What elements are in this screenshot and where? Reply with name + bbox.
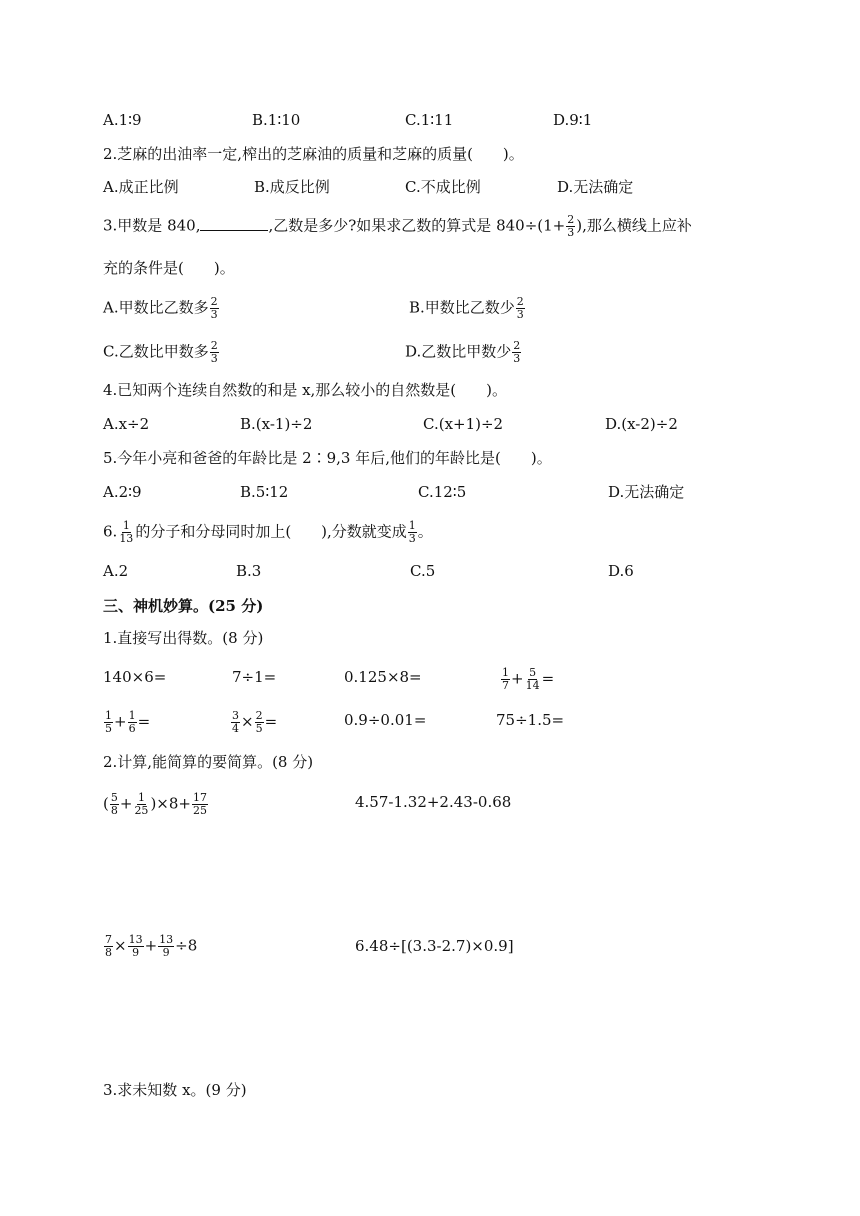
calc-item: $\frac{1}{5}$ + $\frac{1}{6}$ = bbox=[105, 709, 151, 735]
q6-option-d: D.6 bbox=[608, 562, 634, 580]
q6-option-b: B.3 bbox=[236, 562, 262, 580]
part3-title: 3.求未知数 x。(9 分) bbox=[103, 1081, 247, 1099]
q6-option-c: C.5 bbox=[410, 562, 436, 580]
q2-option-c: C.不成比例 bbox=[405, 178, 481, 196]
q1-option-a: A.1∶9 bbox=[103, 111, 142, 129]
q4-stem: 4.已知两个连续自然数的和是 x,那么较小的自然数是( )。 bbox=[103, 381, 508, 399]
calc-item: 140×6= bbox=[103, 668, 167, 686]
fraction: $\frac{5}{8}$ bbox=[110, 791, 118, 817]
q5-option-b: B.5∶12 bbox=[240, 483, 289, 501]
q2-option-b: B.成反比例 bbox=[254, 178, 330, 196]
fraction: $\frac{1}{6}$ bbox=[128, 709, 136, 735]
fraction: $\frac{2}{3}$ bbox=[516, 295, 524, 321]
q3-stem-c: ),那么横线上应补 bbox=[576, 216, 692, 235]
expression-4: 6.48÷[(3.3-2.7)×0.9] bbox=[355, 937, 514, 955]
q3-option-c: C.乙数比甲数多 $\frac{2}{3}$ bbox=[103, 339, 218, 365]
fraction: $\frac{1}{3}$ bbox=[408, 519, 416, 545]
calc-item: 0.9÷0.01= bbox=[344, 711, 427, 729]
fraction: $\frac{1}{5}$ bbox=[105, 709, 112, 735]
fraction: $\frac{5}{14}$ bbox=[525, 666, 540, 692]
q3-stem-a: 3.甲数是 840, bbox=[103, 216, 201, 235]
fraction: $\frac{2}{3}$ bbox=[567, 213, 575, 239]
q3-option-d: D.乙数比甲数少 $\frac{2}{3}$ bbox=[405, 339, 521, 365]
part2-title: 2.计算,能简算的要简算。(8 分) bbox=[103, 753, 314, 771]
q5-option-c: C.12∶5 bbox=[418, 483, 467, 501]
q2-option-d: D.无法确定 bbox=[557, 178, 634, 196]
fraction: $\frac{1}{7}$ bbox=[502, 666, 509, 692]
part1-title: 1.直接写出得数。(8 分) bbox=[103, 629, 264, 647]
fraction: $\frac{17}{25}$ bbox=[192, 791, 207, 817]
q3-stem-line2: 充的条件是( )。 bbox=[103, 259, 235, 277]
fraction: $\frac{2}{5}$ bbox=[255, 709, 263, 735]
fraction: $\frac{2}{3}$ bbox=[513, 339, 521, 365]
fraction: $\frac{1}{25}$ bbox=[134, 791, 149, 817]
q5-stem: 5.今年小亮和爸爸的年龄比是 2∶9,3 年后,他们的年龄比是( )。 bbox=[103, 449, 552, 467]
calc-item: 75÷1.5= bbox=[496, 711, 565, 729]
q2-stem: 2.芝麻的出油率一定,榨出的芝麻油的质量和芝麻的质量( )。 bbox=[103, 145, 524, 163]
q4-option-d: D.(x-2)÷2 bbox=[605, 415, 678, 433]
expression-1: ( $\frac{5}{8}$ + $\frac{1}{25}$ )×8+ $\frac{17}{25}$ bbox=[103, 791, 207, 817]
q4-option-c: C.(x+1)÷2 bbox=[423, 415, 504, 433]
section-heading: 三、神机妙算。(25 分) bbox=[103, 597, 264, 615]
q3-option-a: A.甲数比乙数多 $\frac{2}{3}$ bbox=[103, 295, 218, 321]
fraction: $\frac{2}{3}$ bbox=[210, 295, 218, 321]
q3-stem bbox=[103, 214, 692, 239]
q1-option-d: D.9∶1 bbox=[553, 111, 593, 129]
fraction: $\frac{1}{13}$ bbox=[119, 519, 134, 545]
fraction: $\frac{13}{9}$ bbox=[128, 933, 143, 959]
fraction: $\frac{7}{8}$ bbox=[105, 933, 112, 959]
fraction: $\frac{13}{9}$ bbox=[159, 933, 174, 959]
q5-option-a: A.2∶9 bbox=[103, 483, 142, 501]
calc-item: $\frac{3}{4}$ × $\frac{2}{5}$ = bbox=[232, 709, 278, 735]
expression-2: 4.57-1.32+2.43-0.68 bbox=[355, 793, 512, 811]
fraction: $\frac{3}{4}$ bbox=[232, 709, 239, 735]
calc-item: 7÷1= bbox=[232, 668, 277, 686]
q6-stem: 6. $\frac{1}{13}$ 的分子和分母同时加上( ),分数就变成 $\frac{1}{3}$ 。 bbox=[103, 519, 433, 545]
q3-stem-b: ,乙数是多少?如果求乙数的算式是 840÷(1+ bbox=[268, 216, 566, 235]
fraction: $\frac{2}{3}$ bbox=[210, 339, 218, 365]
q5-option-d: D.无法确定 bbox=[608, 483, 685, 501]
calc-item: $\frac{1}{7}$ + $\frac{5}{14}$ = bbox=[502, 666, 555, 692]
q2-option-a: A.成正比例 bbox=[103, 178, 179, 196]
q6-option-a: A.2 bbox=[103, 562, 129, 580]
q1-option-c: C.1∶11 bbox=[405, 111, 454, 129]
q3-option-b: B.甲数比乙数少 $\frac{2}{3}$ bbox=[409, 295, 524, 321]
expression-3: $\frac{7}{8}$ × $\frac{13}{9}$ + $\frac{13}{9}$ ÷8 bbox=[105, 933, 198, 959]
answer-blank bbox=[200, 216, 268, 231]
q4-option-a: A.x÷2 bbox=[103, 415, 150, 433]
q1-option-b: B.1∶10 bbox=[252, 111, 301, 129]
q4-option-b: B.(x-1)÷2 bbox=[240, 415, 313, 433]
calc-item: 0.125×8= bbox=[344, 668, 422, 686]
